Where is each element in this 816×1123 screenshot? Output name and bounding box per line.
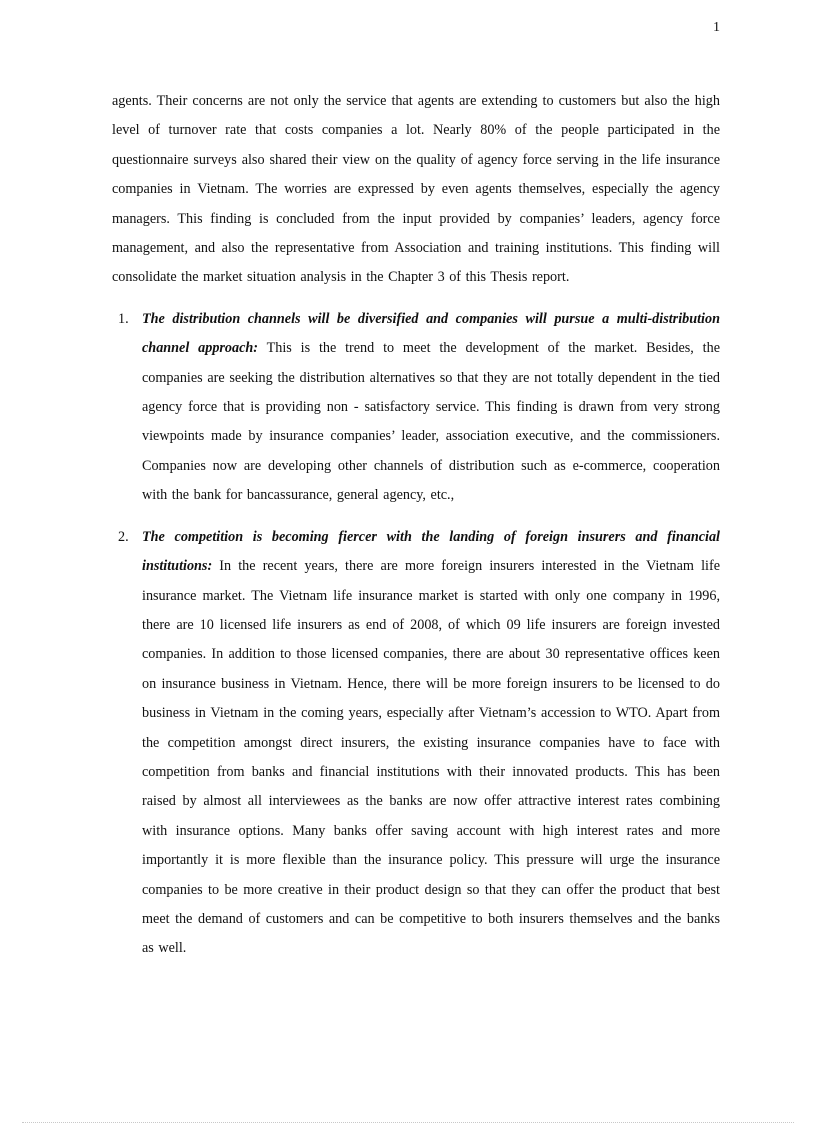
finding-item-2 — [112, 523, 720, 964]
finding-item-1 — [112, 305, 720, 511]
findings-list — [112, 305, 720, 964]
finding-heading: The competition is becoming fiercer with the landing of foreign insurers and financial institutions: — [142, 528, 720, 575]
document-body — [112, 87, 720, 976]
finding-number: 1. — [118, 310, 129, 327]
intro-paragraph: agents. Their concerns are not only the service that agents are extending to customers but also the high level of turnover rate that costs companies a lot. Nearly 80% of the people participated in the questionnaire surveys also shared their view on the quality of agency force serving in the life insurance companies in Vietnam. The worries are expressed by even agents themselves, especially the agency managers. This finding is concluded from the input provided by companies’ leaders, agency force management, and also the representative from Association and training institutions. This finding will consolidate the market situation analysis in the Chapter 3 of this Thesis report. — [112, 93, 720, 286]
page-number: 1 — [713, 20, 720, 35]
finding-body: In the recent years, there are more foreign insurers interested in the Vietnam life insurance market. The Vietnam life insurance market is started with only one company in 1996, there are 10 licensed life insurers as end of 2008, of which 09 life insurers are foreign invested companies. In addition to those licensed companies, there are about 30 representative offices keen on insurance business in Vietnam. Hence, there will be more foreign insurers to be licensed to do business in Vietnam in the coming years, especially after Vietnam’s accession to WTO. Apart from the competition amongst direct insurers, the existing insurance companies have to face with competition from banks and financial institutions with their innovated products. This has been raised by almost all interviewees as the banks are now offer attractive interest rates combining with insurance options. Many banks offer saving account with high interest rates and more importantly it is more flexible than the insurance policy. This pressure will urge the insurance companies to be more creative in their product design so that they can offer the product that best meet the demand of customers and can be competitive to both insurers themselves and the banks as well. — [142, 558, 720, 957]
finding-heading: The distribution channels will be diversified and companies will pursue a multi-distribution channel approach: — [142, 310, 720, 357]
finding-number: 2. — [118, 528, 129, 545]
finding-body: This is the trend to meet the development of the market. Besides, the companies are seeking the distribution alternatives so that they are not totally dependent in the tied agency force that is providing non - satisfactory service. This finding is drawn from very strong viewpoints made by insurance companies’ leader, association executive, and the commissioners. Companies now are developing other channels of distribution such as e-commerce, cooperation with the bank for bancassurance, general agency, etc., — [142, 340, 721, 504]
